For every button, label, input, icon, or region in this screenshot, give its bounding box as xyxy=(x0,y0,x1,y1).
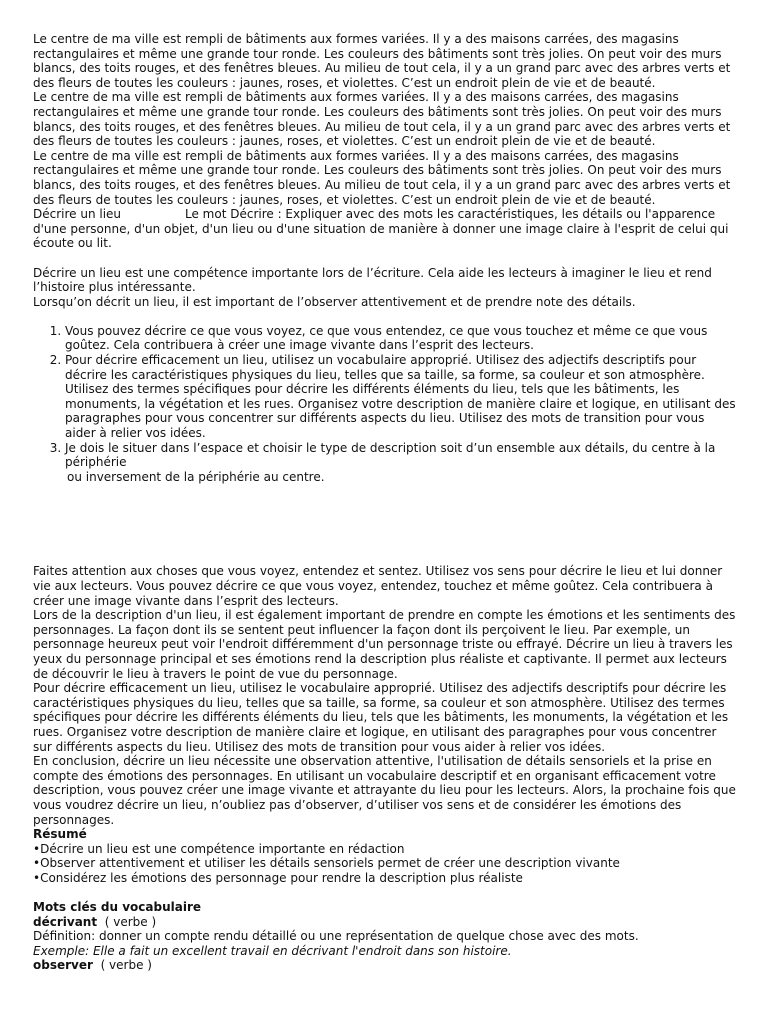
vocab-term: observer xyxy=(33,958,93,973)
vocab-pos: ( verbe ) xyxy=(100,958,152,973)
vocab-definition: Définition: donner un compte rendu détaillé ou une représentation de quelque chose avec des mots. xyxy=(33,929,639,944)
spacer xyxy=(33,309,736,324)
section-title: Décrire un lieu xyxy=(33,207,122,222)
summary-item: • Décrire un lieu est une compétence importante en rédaction xyxy=(33,842,736,857)
summary-item: • Observer attentivement et utiliser les détails sensoriels permet de créer une description vivante xyxy=(33,856,736,871)
vocab-pos: ( verbe ) xyxy=(104,914,157,929)
intro-paragraph: Le centre de ma ville est rempli de bâtiments aux formes variées. Il y a des maisons carrées, des magasins rectangulaires et même une grande tour ronde. Les couleurs des bâtiments sont très jolies. On peut voir des murs blancs, des toits rouges, et des fenêtres bleues. Au milieu de tout cela, il y a un grand parc avec des arbres verts et des fleurs de toutes les couleurs : jaunes, roses, et violettes. C’est un endroit plein de vie et de beauté. xyxy=(33,90,731,149)
body-paragraph: En conclusion, décrire un lieu nécessite une observation attentive, l'utilisation de détails sensoriels et la prise en compte des émotions des personnages. En utilisant un vocabulaire descriptif et en organisant efficacement votre description, vous pouvez créer une image vivante et attrayante du lieu pour les lecteurs. Alors, la prochaine fois que vous voudrez décrire un lieu, n’oubliez pas d’observer, d’utiliser vos sens et de considérer les émotions des personnages. xyxy=(33,754,736,827)
vocab-entry-header xyxy=(33,958,736,973)
definition-block xyxy=(33,207,736,251)
step-item: 2. Pour décrire efficacement un lieu, utilisez un vocabulaire approprié. Utilisez des adjectifs descriptifs pour décrire les caractéristiques physiques du lieu, telles que sa taille, sa forme, sa couleur et son atmosphère. Utilisez des termes spécifiques pour décrire les différents éléments du lieu, tels que les bâtiments, les monuments, la végétation et les rues. Organisez votre description de manière claire et logique, en utilisant des paragraphes pour vous concentrer sur différents aspects du lieu. Utilisez des mots de transition pour vous aider à relier vos idées. xyxy=(65,353,736,441)
body-paragraph: Lors de la description d'un lieu, il est également important de prendre en compte les émotions et les sentiments des personnages. La façon dont ils se sentent peut influencer la façon dont ils perçoivent le lieu. Par exemple, un personnage heureux peut voir l'endroit différemment d'un personnage triste ou effrayé. Décrire un lieu à travers les yeux du personnage principal et ses émotions rend la description plus réaliste et captivante. Il permet aux lecteurs de découvrir le lieu à travers le point de vue du personnage. xyxy=(33,608,736,681)
steps-list xyxy=(33,324,736,470)
observe-paragraph: Lorsqu’on décrit un lieu, il est important de l’observer attentivement et de prendre note des détails. xyxy=(33,294,636,309)
summary-item: • Considérez les émotions des personnage pour rendre la description plus réaliste xyxy=(33,871,736,886)
document-body xyxy=(33,32,736,973)
step-item: 1. Vous pouvez décrire ce que vous voyez, ce que vous entendez, ce que vous touchez et même ce que vous goûtez. Cela contribuera à créer une image vivante dans l’esprit des lecteurs. xyxy=(65,324,736,353)
body-paragraph: Faites attention aux choses que vous voyez, entendez et sentez. Utilisez vos sens pour décrire le lieu et lui donner vie aux lecteurs. Vous pouvez décrire ce que vous voyez, entendez, touchez et même goûtez. Cela contribuera à créer une image vivante dans l’esprit des lecteurs. xyxy=(33,564,723,608)
step-item: 3. Je dois le situer dans l’espace et choisir le type de description soit d’un ensemble aux détails, du centre à la périphérie xyxy=(65,441,736,470)
spacer xyxy=(33,251,736,266)
vocabulary-title: Mots clés du vocabulaire xyxy=(33,900,202,915)
intro-paragraph: Le centre de ma ville est rempli de bâtiments aux formes variées. Il y a des maisons carrées, des magasins rectangulaires et même une grande tour ronde. Les couleurs des bâtiments sont très jolies. On peut voir des murs blancs, des toits rouges, et des fenêtres bleues. Au milieu de tout cela, il y a un grand parc avec des arbres verts et des fleurs de toutes les couleurs : jaunes, roses, et violettes. C’est un endroit plein de vie et de beauté. xyxy=(33,148,731,207)
spacer xyxy=(33,885,736,900)
summary-title: Résumé xyxy=(33,827,87,842)
vocab-entry-header xyxy=(33,915,736,930)
body-paragraph: Pour décrire efficacement un lieu, utilisez le vocabulaire approprié. Utilisez des adjectifs descriptifs pour décrire les caractéristiques physiques du lieu, telles que sa taille, sa forme, sa couleur et son atmosphère. Utilisez des termes spécifiques pour décrire les différents éléments du lieu, tels que les bâtiments, les monuments, la végétation et les rues. Organisez votre description de manière claire et logique, en utilisant des paragraphes pour vous concentrer sur différents aspects du lieu. Utilisez des mots de transition pour vous aider à relier vos idées. xyxy=(33,681,729,754)
spacer xyxy=(33,484,736,564)
competence-paragraph: Décrire un lieu est une compétence importante lors de l’écriture. Cela aide les lecteurs à imaginer le lieu et rend l’histoire plus intéressante. xyxy=(33,265,712,295)
definition-text: Le mot Décrire : Expliquer avec des mots les caractéristiques, les détails ou l'apparence d'une personne, d'un objet, d'un lieu ou d'une situation de manière à donner une image claire à l'esprit de celui qui écoute ou lit. xyxy=(33,207,729,251)
step-continuation: ou inversement de la périphérie au centre. xyxy=(67,469,325,484)
intro-paragraph: Le centre de ma ville est rempli de bâtiments aux formes variées. Il y a des maisons carrées, des magasins rectangulaires et même une grande tour ronde. Les couleurs des bâtiments sont très jolies. On peut voir des murs blancs, des toits rouges, et des fenêtres bleues. Au milieu de tout cela, il y a un grand parc avec des arbres verts et des fleurs de toutes les couleurs : jaunes, roses, et violettes. C’est un endroit plein de vie et de beauté. xyxy=(33,32,731,90)
vocab-example: Exemple: Elle a fait un excellent travail en décrivant l'endroit dans son histoire. xyxy=(33,943,512,958)
vocab-term: décrivant xyxy=(33,914,98,929)
